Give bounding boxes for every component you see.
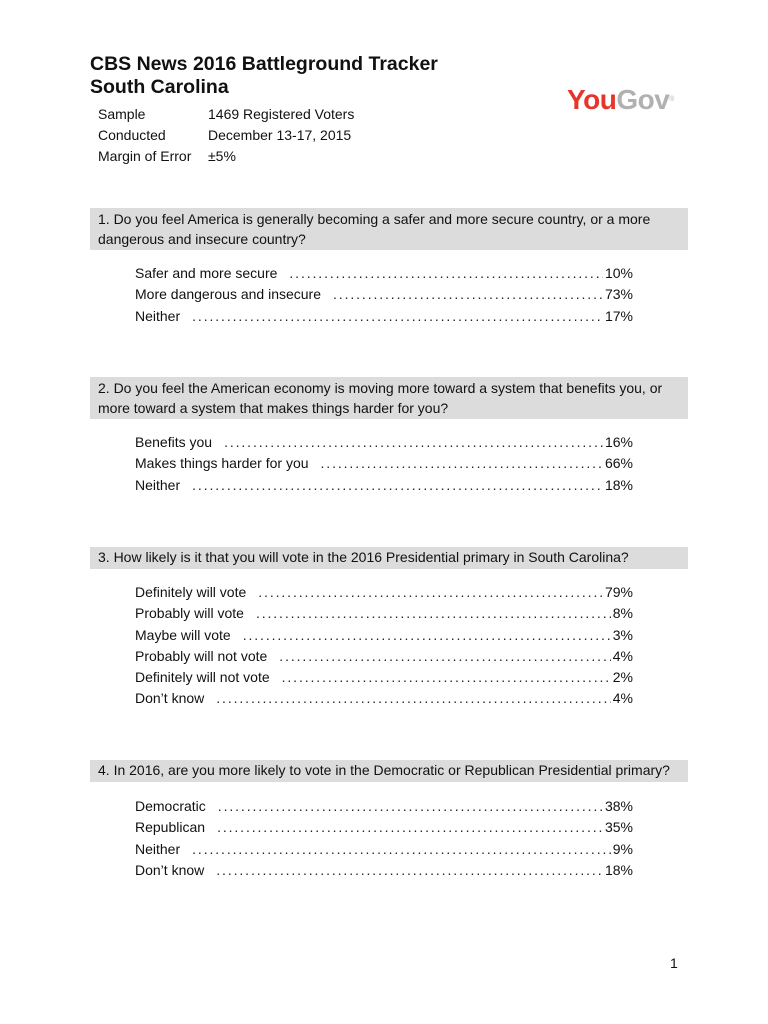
meta-value: 1469 Registered Voters (208, 106, 355, 122)
answer-row (135, 625, 633, 646)
answer-row (135, 453, 633, 474)
page-title (90, 53, 438, 99)
meta-label: Margin of Error (98, 148, 192, 164)
answer-label: Definitely will vote (135, 584, 247, 600)
answer-label: Safer and more secure (135, 265, 278, 281)
leader-dots (192, 306, 603, 327)
answer-value: 4% (612, 647, 633, 664)
leader-dots (216, 688, 611, 709)
leader-dots (256, 603, 611, 624)
answer-label: Makes things harder for you (135, 455, 309, 472)
leader-dots (279, 646, 610, 667)
answer-value: 79% (604, 584, 633, 600)
leader-dots (216, 860, 603, 881)
logo-you: You (567, 84, 617, 115)
answer-value: 2% (612, 669, 633, 686)
registered-mark: ® (669, 96, 674, 103)
answer-row (135, 667, 633, 688)
answer-value: 9% (612, 840, 633, 857)
answer-row (135, 646, 633, 667)
answer-value: 8% (612, 605, 633, 622)
answers-question-4 (135, 796, 633, 881)
title-line-1: CBS News 2016 Battleground Tracker (90, 53, 438, 75)
answer-value: 10% (604, 265, 633, 281)
answer-row (135, 475, 633, 496)
answer-label: Definitely will not vote (135, 669, 270, 686)
answer-label: More dangerous and insecure (135, 286, 322, 303)
answer-value: 66% (604, 455, 633, 472)
answer-label: Republican (135, 819, 206, 836)
answer-value: 3% (612, 626, 633, 643)
answer-row (135, 796, 633, 817)
survey-meta (98, 104, 354, 167)
answer-row (135, 839, 633, 860)
leader-dots (224, 432, 603, 453)
page-number: 1 (670, 955, 678, 971)
leader-dots (217, 817, 603, 838)
answer-value: 35% (604, 819, 633, 836)
answer-label: Democratic (135, 798, 206, 814)
answer-label: Don’t know (135, 861, 205, 878)
answer-row (135, 306, 633, 327)
answer-value: 38% (604, 798, 633, 814)
answer-label: Maybe will vote (135, 626, 231, 643)
answers-question-1 (135, 263, 633, 327)
meta-value: ±5% (208, 148, 236, 164)
answer-value: 73% (604, 286, 633, 303)
leader-dots (218, 796, 603, 817)
answer-row (135, 432, 633, 453)
answer-label: Probably will not vote (135, 647, 268, 664)
answer-value: 18% (604, 861, 633, 878)
answer-value: 4% (612, 690, 633, 707)
answer-label: Benefits you (135, 434, 213, 450)
answer-label: Neither (135, 840, 181, 857)
leader-dots (282, 667, 611, 688)
logo-gov: Gov (616, 84, 670, 115)
meta-row-conducted (98, 125, 354, 146)
question-1: 1. Do you feel America is generally becoming a safer and more secure country, or a more dangerous and insecure country? (90, 208, 688, 250)
answer-row (135, 603, 633, 624)
answer-row (135, 860, 633, 881)
leader-dots (289, 263, 603, 284)
meta-row-margin-of-error (98, 146, 354, 167)
title-line-2: South Carolina (90, 76, 229, 98)
answer-label: Probably will vote (135, 605, 244, 622)
meta-label: Conducted (98, 127, 166, 143)
meta-value: December 13-17, 2015 (208, 127, 352, 143)
answer-label: Neither (135, 307, 181, 324)
answer-value: 18% (604, 476, 633, 493)
question-4: 4. In 2016, are you more likely to vote in the Democratic or Republican Presidential primary? (90, 760, 688, 782)
question-2: 2. Do you feel the American economy is moving more toward a system that benefits you, or more toward a system that makes things harder for you? (90, 377, 688, 419)
leader-dots (192, 475, 603, 496)
answer-row (135, 263, 633, 284)
leader-dots (321, 453, 603, 474)
answers-question-3 (135, 582, 633, 710)
answer-label: Don’t know (135, 690, 205, 707)
question-3: 3. How likely is it that you will vote in the 2016 Presidential primary in South Carolina? (90, 547, 688, 569)
yougov-logo (567, 84, 674, 116)
answer-row (135, 688, 633, 709)
leader-dots (243, 625, 611, 646)
answer-label: Neither (135, 476, 181, 493)
meta-row-sample (98, 104, 354, 125)
answer-value: 16% (604, 434, 633, 450)
leader-dots (192, 839, 611, 860)
answer-value: 17% (604, 307, 633, 324)
answers-question-2 (135, 432, 633, 496)
meta-label: Sample (98, 106, 146, 122)
answer-row (135, 284, 633, 305)
leader-dots (333, 284, 603, 305)
answer-row (135, 582, 633, 603)
answer-row (135, 817, 633, 838)
leader-dots (258, 582, 603, 603)
